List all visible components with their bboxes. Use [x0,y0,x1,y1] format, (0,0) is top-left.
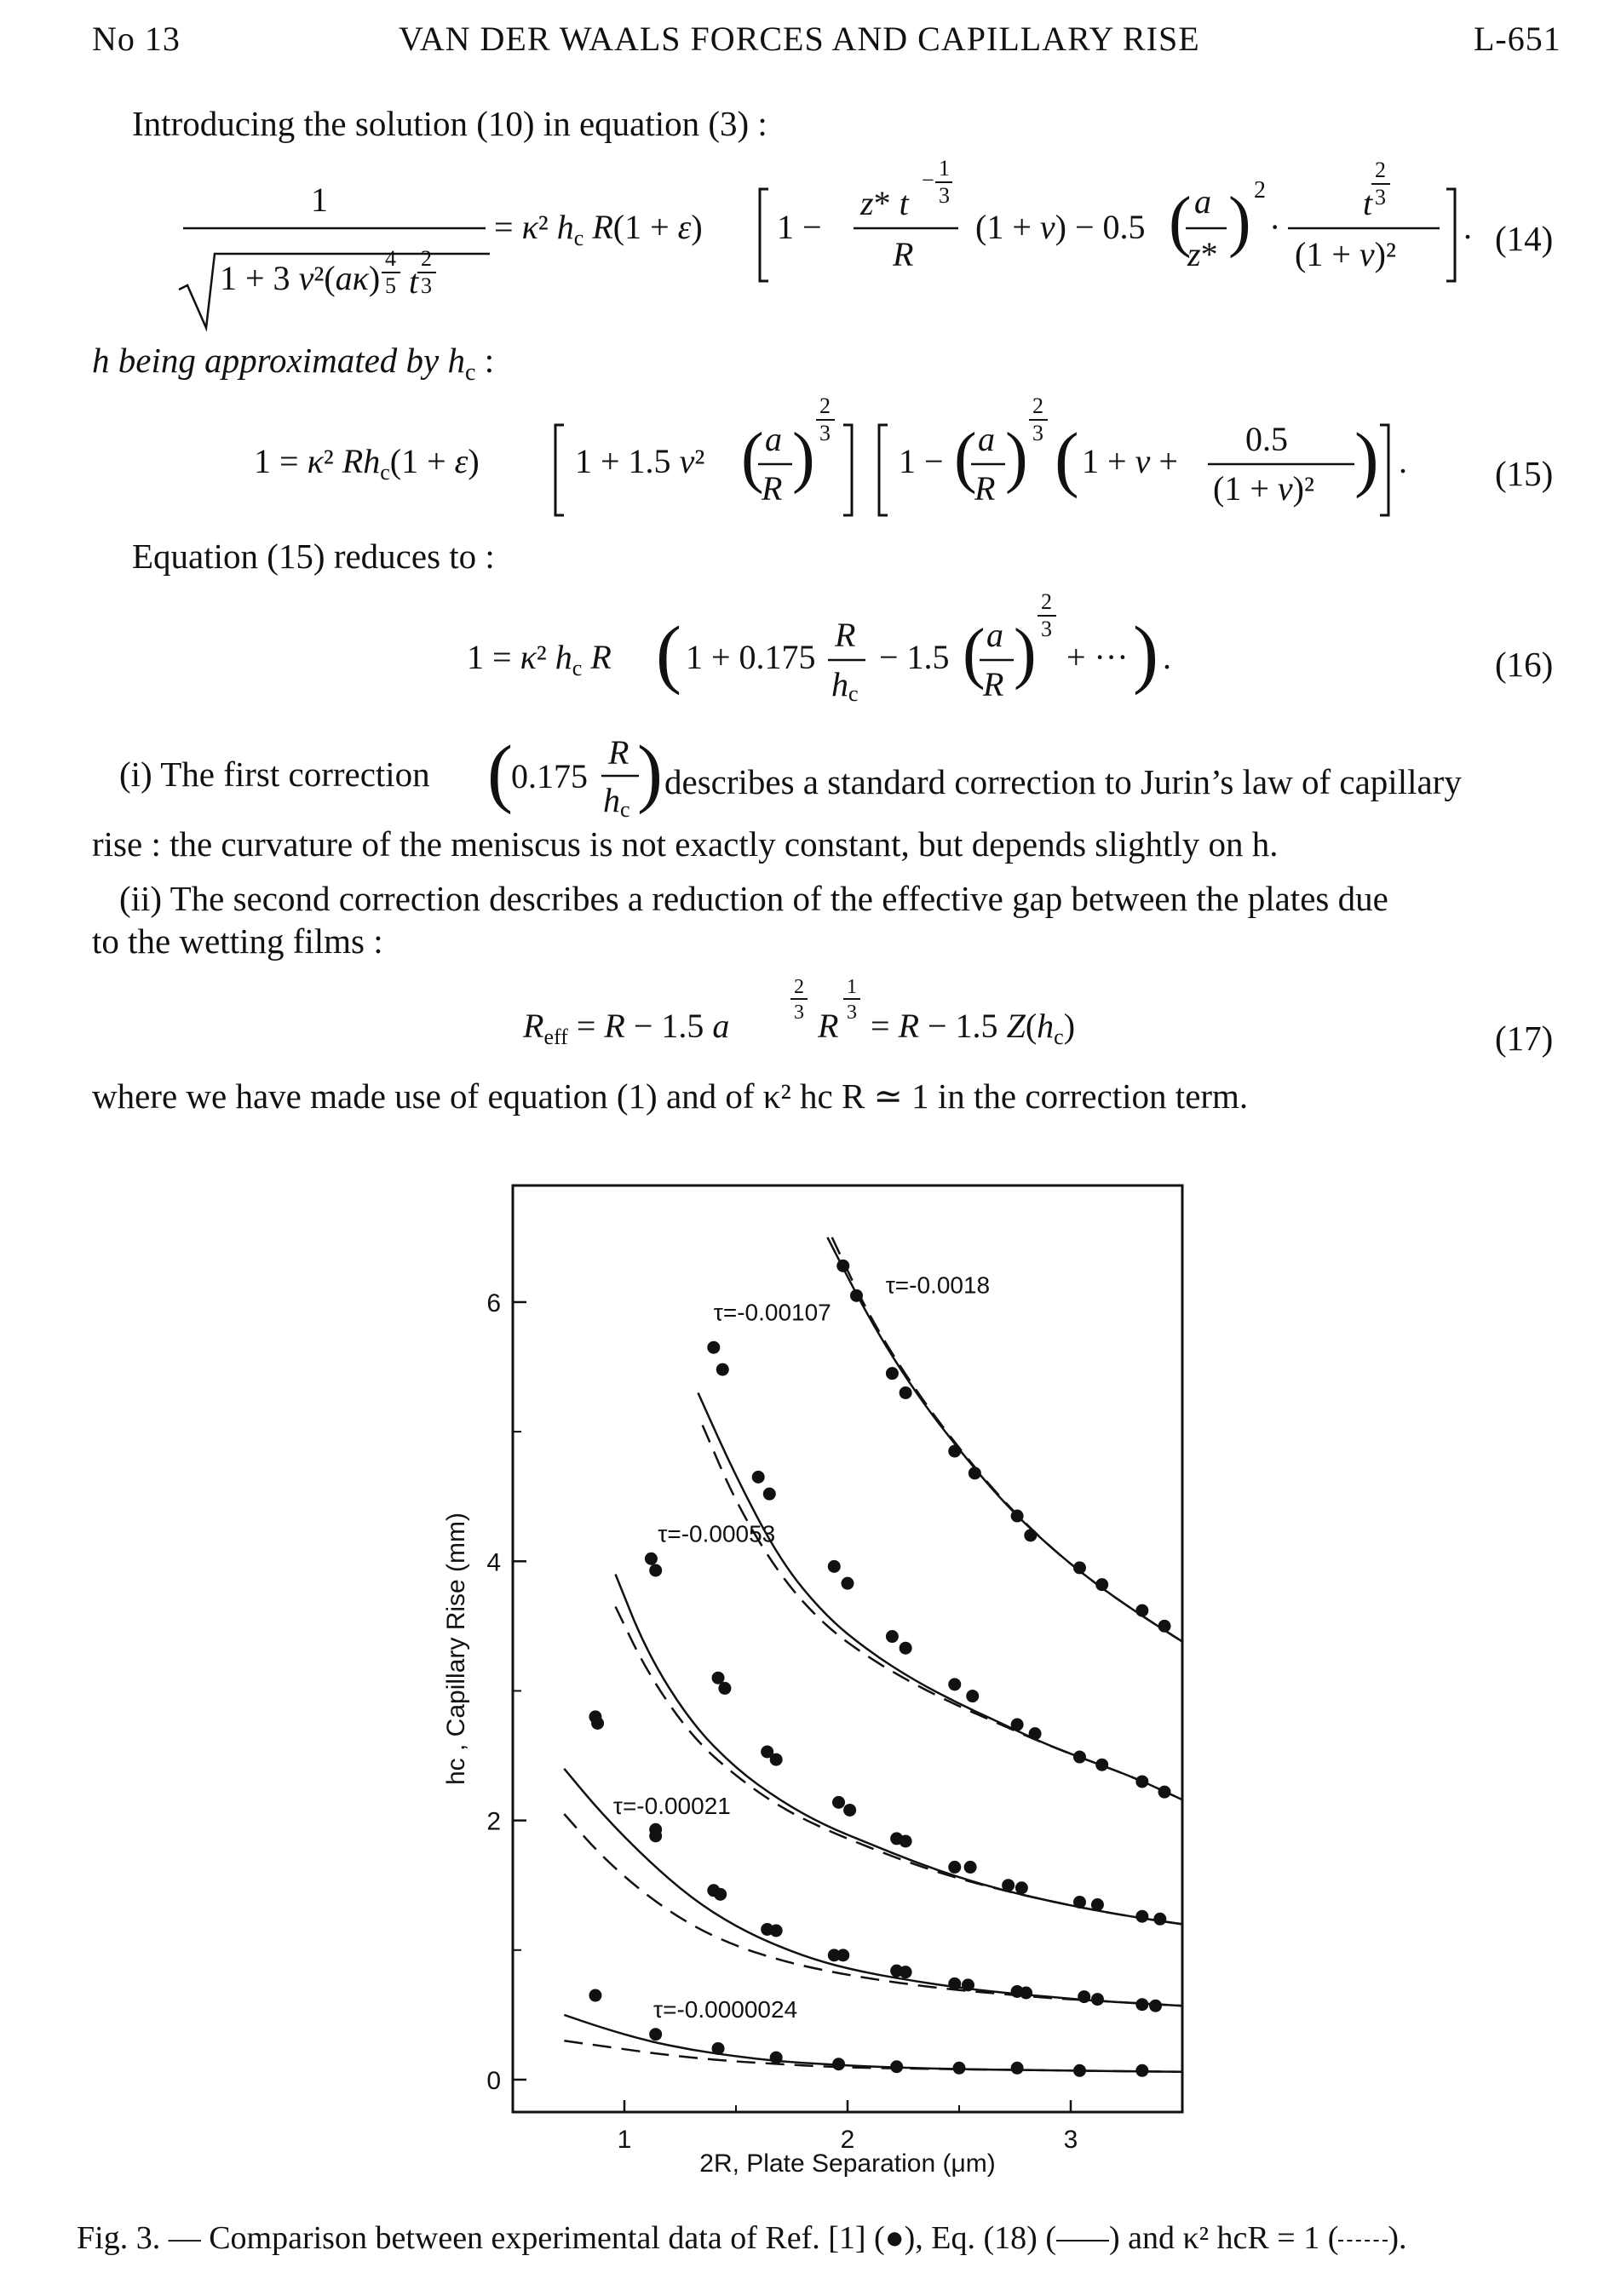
svg-text:1: 1 [939,156,950,181]
series-label: τ=-0.0000024 [653,1995,798,2023]
svg-text:1 + v +: 1 + v + [1082,442,1178,480]
data-point [714,1888,727,1901]
svg-text:0.175: 0.175 [511,757,588,795]
data-point [716,1363,729,1376]
equation-14 [162,153,1491,332]
data-point [1073,1751,1086,1764]
data-point [948,1444,961,1457]
data-point [1135,1775,1148,1788]
svg-text:2: 2 [794,976,804,998]
intro-text: Introducing the solution (10) in equation (3) : [132,104,767,143]
svg-text:(1 + v)²: (1 + v)² [1295,235,1396,273]
data-point [1029,1727,1042,1740]
equation-14-number: (14) [1495,219,1554,258]
h-approx-main: h being approximated by h [92,341,466,380]
svg-text:1: 1 [311,181,328,219]
h-approx-colon: : [475,341,495,380]
y-tick-label: 6 [486,1289,501,1317]
svg-text:a: a [978,420,995,458]
solid-curve [698,1393,1183,1800]
page-number: L-651 [1474,20,1561,58]
svg-text:3: 3 [1032,421,1043,445]
figure-caption [77,2219,1407,2257]
svg-text:t: t [409,262,419,301]
data-point [832,1796,845,1809]
data-point [1149,2000,1162,2012]
svg-text:R: R [608,733,629,772]
svg-text:.: . [1399,442,1407,480]
data-point [832,2058,845,2070]
svg-text:.: . [1163,638,1171,676]
svg-text:R: R [818,1007,839,1045]
svg-text:a: a [986,616,1003,654]
data-point [1073,1561,1086,1574]
svg-text:R: R [762,469,783,508]
solid-curve [827,1237,1182,1642]
data-point [842,1577,854,1590]
svg-text:a: a [765,420,782,458]
data-point [886,1367,899,1380]
figure-3-chart [443,1175,1244,2197]
data-point [770,1754,783,1766]
svg-text:z* t: z* t [860,184,909,222]
svg-text:): ) [792,420,815,495]
dashed-curve [703,1426,1182,1800]
svg-text:R: R [893,235,914,273]
x-tick-label: 1 [617,2126,632,2154]
svg-text:(: ( [656,611,681,696]
svg-text:= R − 1.5 Z(hc): = R − 1.5 $Z(h_c)$ [871,1007,1076,1049]
svg-text:2: 2 [819,393,831,418]
svg-text:3: 3 [1041,617,1052,641]
data-point [1020,1987,1032,2000]
svg-text:·: · [1269,208,1281,246]
svg-text:4: 4 [385,246,396,271]
data-point [828,1560,841,1573]
data-point [770,1924,783,1937]
data-point [900,1642,912,1655]
svg-text:): ) [637,731,663,815]
caption-mid2: ) and κ² hcR = 1 ( [1108,2220,1339,2256]
series-label: τ=-0.0018 [885,1271,991,1299]
svg-text:3: 3 [939,183,950,208]
data-point [900,1834,912,1847]
svg-text:(: ( [954,420,977,495]
equation-16 [460,583,1227,728]
caption-lead: Fig. 3. — Comparison between experimental data of Ref. [1] ( [77,2220,885,2256]
svg-text:): ) [1005,420,1028,495]
running-title: VAN DER WAALS FORCES AND CAPILLARY RISE [399,20,1200,58]
series-label: τ=-0.00021 [612,1793,731,1820]
data-point [707,1341,720,1354]
x-tick-label: 3 [1063,2126,1078,2154]
svg-text:3: 3 [847,1002,857,1024]
svg-text:(: ( [963,616,986,691]
correction-1-mid: describes a standard correction to Jurin’s law of capillary [664,762,1462,801]
data-point [1002,1879,1015,1891]
y-tick-label: 0 [486,2066,501,2095]
plot-frame [513,1185,1182,2112]
svg-text:): ) [1133,611,1158,696]
data-point [1158,1620,1171,1633]
data-point [969,1467,981,1479]
svg-text:3: 3 [819,421,831,445]
x-axis-label: 2R, Plate Separation (μm) [699,2150,996,2178]
data-point [836,1260,849,1272]
y-tick-label: 4 [486,1548,501,1577]
data-point [900,1966,912,1978]
data-point [900,1386,912,1399]
svg-text:a: a [1194,182,1211,221]
data-point [752,1471,765,1484]
svg-text:hc: hc [603,781,630,822]
svg-text:hc: hc [831,665,859,706]
svg-text:= κ² hc R(1 + ε): = κ² $h_c$ R(1 + ε) [494,208,703,250]
data-point [1011,2062,1024,2075]
data-point [1135,1998,1148,2011]
svg-text:1 + 0.175: 1 + 0.175 [686,638,816,676]
data-point [886,1630,899,1643]
data-point [1135,1604,1148,1617]
data-point [1158,1786,1171,1799]
data-point [763,1488,776,1501]
data-point [649,1564,662,1576]
dashed-line-legend-icon [1338,2240,1388,2241]
solid-line-legend-icon [1056,2240,1109,2241]
data-point [1095,1578,1108,1591]
svg-text:R: R [983,665,1004,703]
svg-text:1 = κ² Rhc(1 + ε): 1 = κ² $Rh_c(1 + \varepsilon)$ [254,442,480,485]
equation-15 [247,387,1440,532]
svg-text:t: t [1363,184,1373,222]
data-point [836,1949,849,1961]
data-point [645,1553,658,1565]
caption-tail: ). [1388,2220,1407,2256]
svg-text:−: − [922,168,934,192]
svg-text:.: . [1463,208,1472,246]
svg-text:− 1.5: − 1.5 [879,638,950,676]
correction-1-start: (i) The first correction [119,755,430,794]
equation-17 [520,971,1167,1065]
svg-text:R: R [974,469,996,508]
data-point [770,2052,783,2064]
data-point [962,1978,974,1991]
data-point [718,1682,731,1695]
issue-number: No 13 [92,20,181,58]
data-point [953,2062,966,2075]
svg-text:(: ( [487,731,513,815]
data-point [649,1829,662,1842]
svg-text:1 −: 1 − [777,208,822,246]
x-tick-label: 2 [840,2126,855,2154]
svg-text:(: ( [1169,184,1192,259]
svg-text:(1 + v)²: (1 + v)² [1213,469,1314,508]
solid-curve [564,2015,1182,2072]
data-point [850,1289,863,1302]
data-point [1091,1898,1104,1911]
svg-text:3: 3 [1375,185,1386,210]
svg-text:2: 2 [1254,177,1266,204]
data-point [948,1861,961,1874]
data-point [712,2042,725,2055]
data-point [1073,2064,1086,2077]
svg-text:2: 2 [1041,589,1052,614]
equation-15-number: (15) [1495,454,1554,493]
svg-text:1 + 3 v²(aκ): 1 + 3 v²(aκ) [220,259,381,297]
svg-text:R: R [835,616,856,654]
svg-text:1 + 1.5 v²: 1 + 1.5 v² [575,442,705,480]
reduces-text: Equation (15) reduces to : [132,537,495,576]
where-text: where we have made use of equation (1) and of κ² hc R ≃ 1 in the correction term. [92,1076,1249,1116]
correction-1-end: rise : the curvature of the meniscus is not exactly constant, but depends slightly on h. [92,824,1279,864]
data-point [1015,1881,1028,1894]
series-label: τ=-0.00107 [713,1299,831,1326]
caption-mid: ), Eq. (18) ( [904,2220,1056,2256]
y-axis-label: hc , Capillary Rise (mm) [442,1512,470,1786]
data-point [843,1804,856,1817]
data-point [1135,1910,1148,1923]
data-point [589,1989,601,2002]
svg-text:): ) [1014,616,1037,691]
svg-text:1: 1 [847,976,857,998]
svg-text:(: ( [741,420,764,495]
data-point [591,1717,604,1730]
svg-text:1 = κ² hc R: 1 = κ² $h_c$ R [467,638,612,680]
correction-1-term [487,720,663,830]
data-point [890,2060,903,2073]
data-point [1135,2064,1148,2077]
dot-legend-icon: ● [884,2220,905,2256]
data-point [948,1977,961,1990]
data-point [964,1861,977,1874]
equation-16-number: (16) [1495,645,1554,684]
svg-text:): ) [1228,184,1251,259]
data-point [948,1678,961,1690]
svg-text:3: 3 [794,1002,804,1024]
svg-text:Reff = R − 1.5 a: $R_{eff} = R - 1.5$ a [523,1007,730,1049]
data-point [1011,1719,1024,1731]
correction-2-line2: to the wetting films : [92,921,383,961]
dashed-curve [832,1237,1182,1642]
svg-text:5: 5 [385,273,396,298]
data-point [1095,1759,1108,1771]
h-approx-text [92,339,494,387]
equation-17-number: (17) [1495,1019,1554,1058]
svg-text:): ) [1354,417,1379,499]
svg-text:(: ( [1055,417,1079,499]
series-label: τ=-0.00053 [658,1520,776,1547]
svg-text:2: 2 [421,246,432,271]
data-point [1091,1993,1104,2006]
svg-text:2: 2 [1032,393,1043,418]
svg-text:0.5: 0.5 [1245,420,1288,458]
svg-text:z*: z* [1187,235,1218,273]
svg-text:+ ···: + ··· [1066,638,1129,676]
svg-text:2: 2 [1375,158,1386,182]
data-point [1073,1896,1086,1909]
y-tick-label: 2 [486,1807,501,1836]
svg-text:1 −: 1 − [899,442,944,480]
data-point [966,1690,979,1702]
svg-text:3: 3 [421,273,432,298]
solid-curve [616,1575,1183,1925]
correction-2-line1: (ii) The second correction describes a reduction of the effective gap between the plates due [119,879,1388,918]
data-point [1078,1990,1090,2003]
data-point [1011,1510,1024,1523]
data-point [1153,1913,1166,1926]
data-point [1024,1529,1037,1541]
data-point [649,2028,662,2041]
h-approx-subscript: c [465,359,476,387]
svg-text:(1 + v) − 0.5: (1 + v) − 0.5 [975,208,1146,246]
